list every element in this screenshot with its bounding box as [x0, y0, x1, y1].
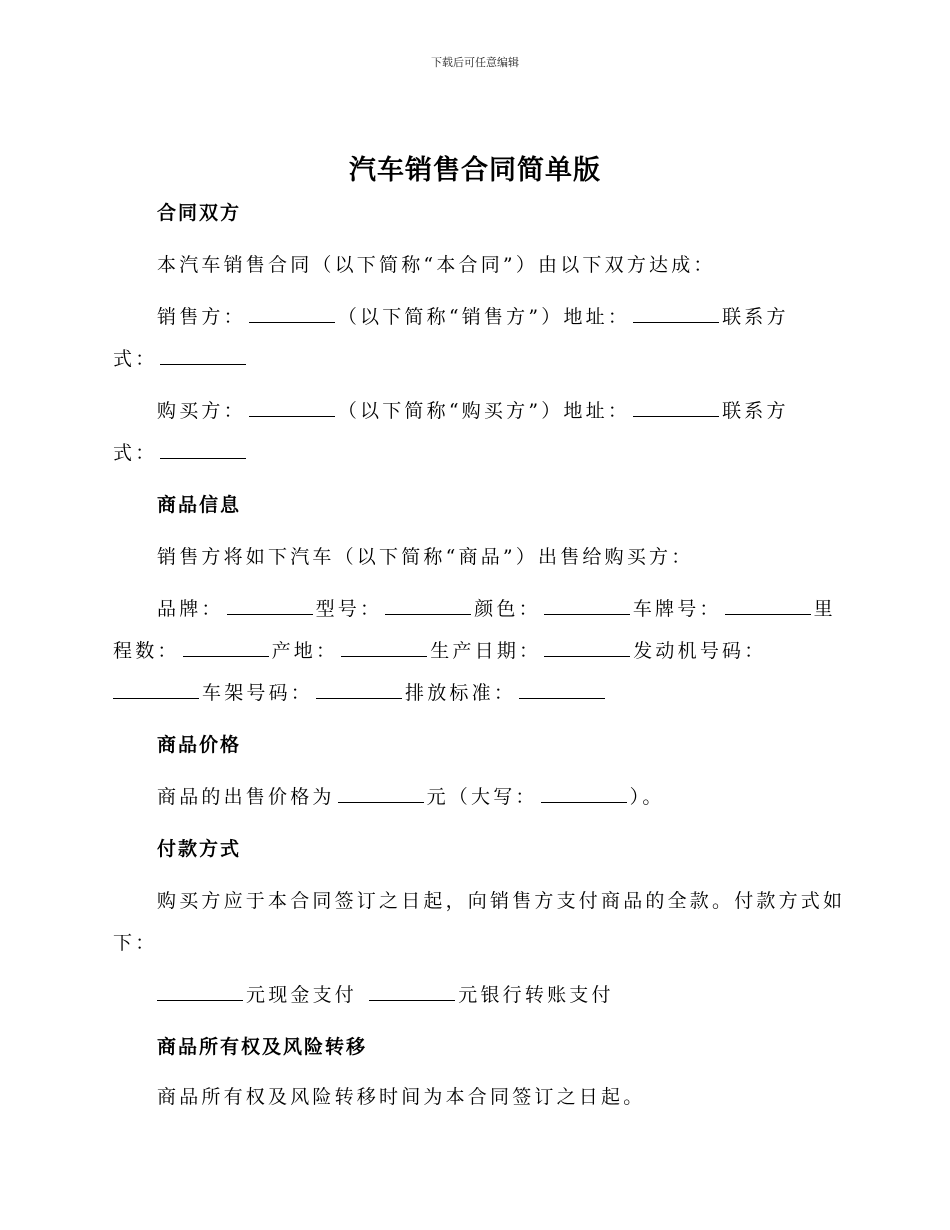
- seller-contact-blank[interactable]: [160, 363, 246, 365]
- goods-line-2: [113, 636, 766, 663]
- section-heading-price: 商品价格: [157, 734, 242, 756]
- section-heading-payment: 付款方式: [157, 838, 242, 860]
- model-blank[interactable]: [385, 613, 471, 615]
- buyer-address-label: 地址：: [563, 400, 631, 422]
- payment-text-end: 下：: [113, 932, 158, 954]
- seller-line: [157, 302, 789, 329]
- seller-name-blank[interactable]: [249, 321, 335, 323]
- parties-intro: 本汽车销售合同（以下简称“本合同”）由以下双方达成：: [157, 254, 716, 276]
- frame-number-label: 车架号码：: [202, 682, 314, 704]
- seller-contact-label: 联系方: [722, 306, 789, 328]
- section-heading-ownership: 商品所有权及风险转移: [157, 1036, 368, 1058]
- cash-amount-blank[interactable]: [157, 999, 243, 1001]
- origin-label: 产地：: [271, 640, 339, 662]
- price-amount-blank[interactable]: [338, 801, 424, 803]
- mileage-blank[interactable]: [183, 655, 269, 657]
- bank-label: 元银行转账支付: [458, 984, 614, 1006]
- document-title: 汽车销售合同简单版: [349, 155, 601, 186]
- price-line: [157, 782, 665, 809]
- color-label: 颜色：: [474, 598, 541, 620]
- production-date-blank[interactable]: [544, 655, 630, 657]
- buyer-label: 购买方：: [157, 400, 246, 422]
- frame-number-blank[interactable]: [316, 697, 402, 699]
- price-text-end: ）。: [629, 786, 665, 808]
- seller-contact-line: [113, 344, 249, 371]
- page-header: 下载后可任意编辑: [431, 56, 519, 69]
- goods-intro: 销售方将如下汽车（以下简称“商品”）出售给购买方：: [157, 546, 694, 568]
- engine-number-label: 发动机号码：: [633, 640, 767, 662]
- seller-alias: （以下简称“销售方”）: [337, 306, 564, 328]
- price-words-blank[interactable]: [541, 801, 627, 803]
- ownership-text: 商品所有权及风险转移时间为本合同签订之日起。: [157, 1086, 646, 1108]
- brand-label: 品牌：: [157, 598, 224, 620]
- buyer-name-blank[interactable]: [249, 415, 335, 417]
- seller-label: 销售方：: [157, 306, 246, 328]
- payment-methods-line: [157, 980, 614, 1007]
- goods-line-3: [113, 678, 608, 705]
- mileage-label-end: 程数：: [113, 640, 180, 662]
- seller-contact-label-end: 式：: [113, 348, 158, 370]
- buyer-contact-blank[interactable]: [160, 457, 246, 459]
- buyer-contact-line: [113, 438, 249, 465]
- origin-blank[interactable]: [341, 655, 427, 657]
- plate-blank[interactable]: [725, 613, 811, 615]
- color-blank[interactable]: [544, 613, 630, 615]
- plate-label: 车牌号：: [632, 598, 722, 620]
- buyer-alias: （以下简称“购买方”）: [337, 400, 564, 422]
- seller-address-label: 地址：: [563, 306, 631, 328]
- emission-label: 排放标准：: [405, 682, 517, 704]
- bank-amount-blank[interactable]: [369, 999, 455, 1001]
- payment-text: 购买方应于本合同签订之日起，向销售方支付商品的全款。付款方式如: [157, 890, 846, 912]
- price-text-mid: 元（大写：: [426, 786, 538, 808]
- section-heading-goods: 商品信息: [157, 494, 242, 516]
- price-text-start: 商品的出售价格为: [157, 786, 335, 808]
- goods-line-1: [157, 594, 836, 621]
- section-heading-parties: 合同双方: [157, 202, 242, 224]
- model-label: 型号：: [315, 598, 383, 620]
- engine-number-blank[interactable]: [113, 697, 199, 699]
- buyer-contact-label: 联系方: [722, 400, 789, 422]
- seller-address-blank[interactable]: [633, 321, 719, 323]
- cash-label: 元现金支付: [246, 984, 358, 1006]
- buyer-line: [157, 396, 789, 423]
- buyer-address-blank[interactable]: [633, 415, 719, 417]
- brand-blank[interactable]: [227, 613, 313, 615]
- emission-blank[interactable]: [519, 697, 605, 699]
- mileage-label: 里: [813, 598, 836, 620]
- production-date-label: 生产日期：: [430, 640, 542, 662]
- buyer-contact-label-end: 式：: [113, 442, 158, 464]
